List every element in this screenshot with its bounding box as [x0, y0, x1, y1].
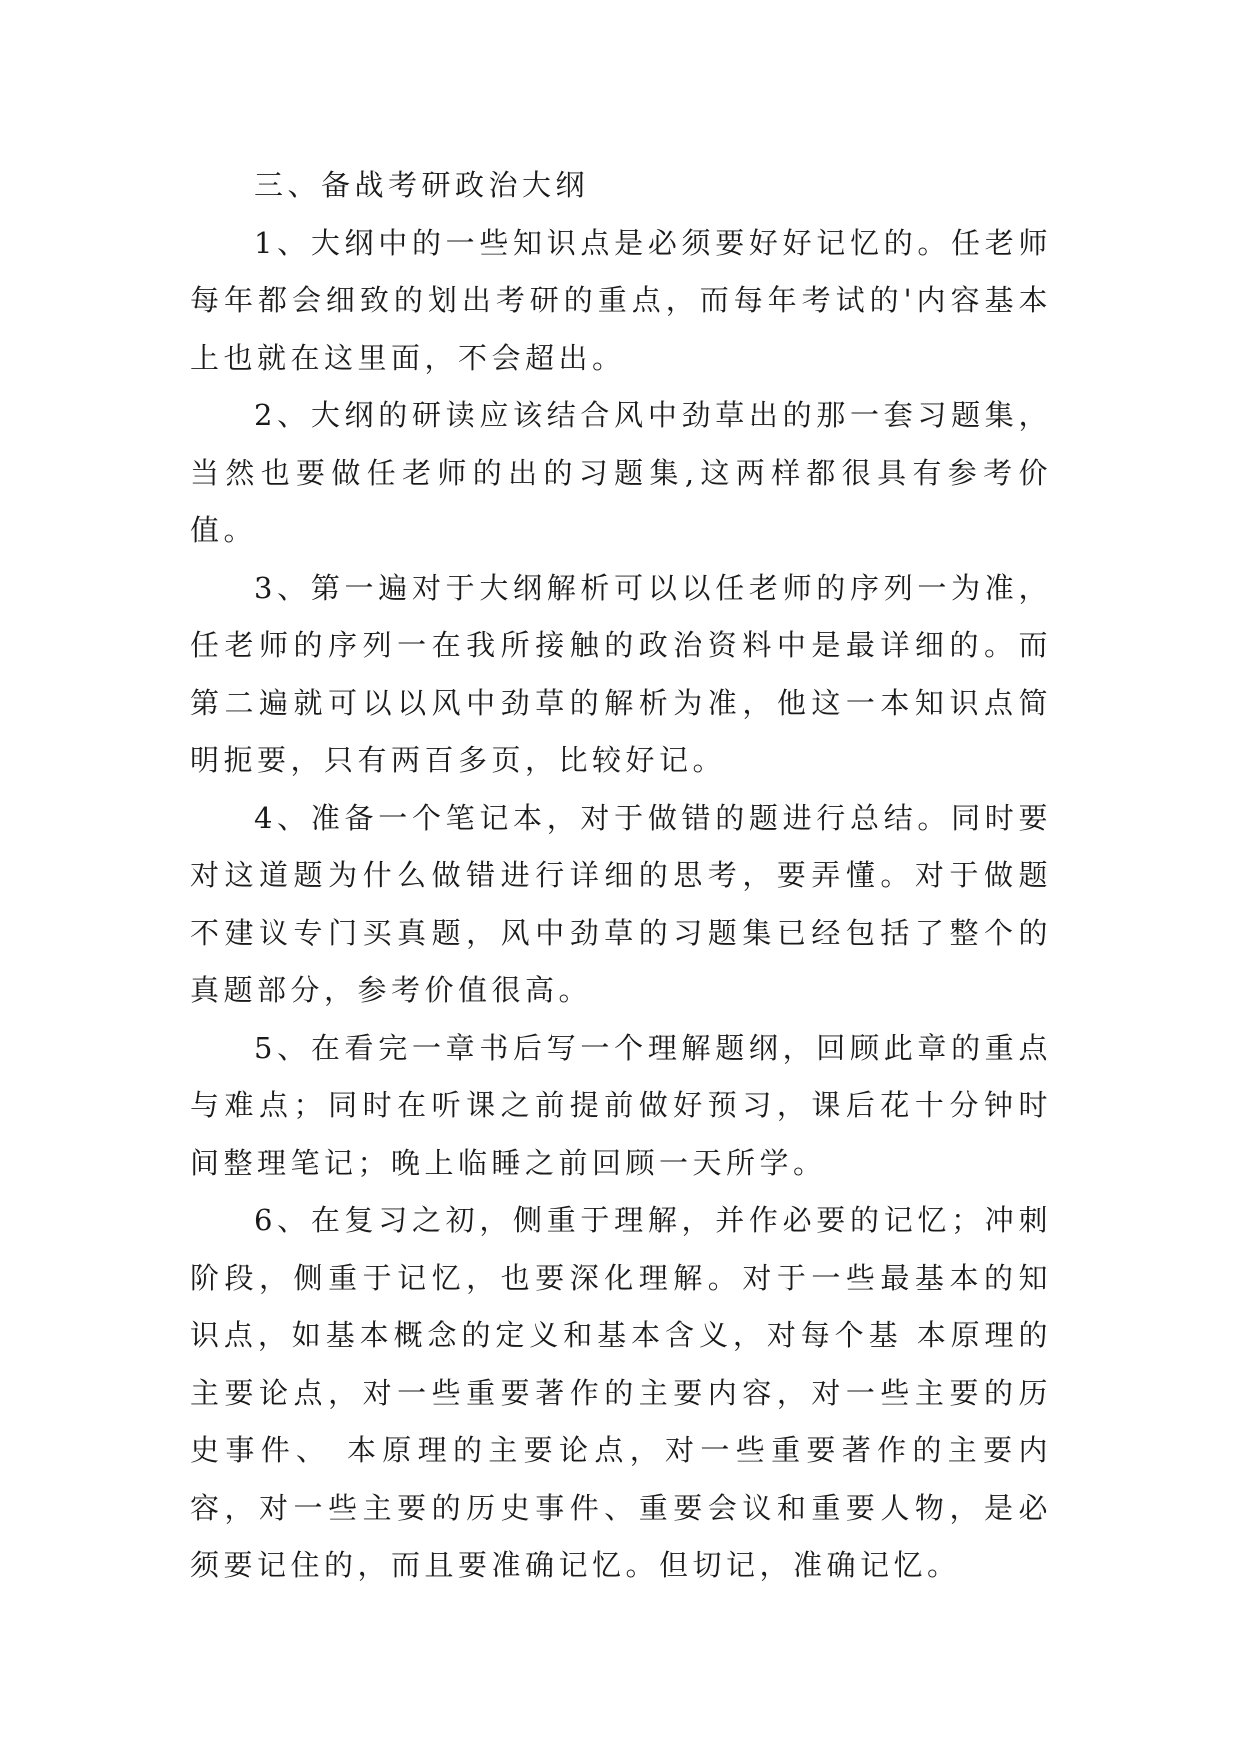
paragraph-2: 2、大纲的研读应该结合风中劲草出的那一套习题集，当然也要做任老师的出的习题集,这两样都很具有参考价值。 [190, 398, 1052, 547]
paragraph-3: 3、第一遍对于大纲解析可以以任老师的序列一为准，任老师的序列一在我所接触的政治资料中是最详细的。而第二遍就可以以风中劲草的解析为准，他这一本知识点简明扼要，只有两百多页，比较好记。 [190, 570, 1052, 777]
paragraph-6: 6、在复习之初，侧重于理解，并作必要的记忆；冲刺阶段，侧重于记忆，也要深化理解。对于一些最基本的知识点，如基本概念的定义和基本含义，对每个基 本原理的主要论点，对一些重要著作的主要内容，对一些主要的历史事件、 本原理的主要论点，对一些重要著作的主要内容，对一些主要的历史事件、重要会议和重要人物，是必须要记住的，而且要准确记忆。但切记，准确记忆。 [190, 1203, 1052, 1582]
section-heading: 三、备战考研政治大纲 [254, 168, 590, 202]
paragraph-4: 4、准备一个笔记本，对于做错的题进行总结。同时要对这道题为什么做错进行详细的思考，要弄懂。对于做题不建议专门买真题，风中劲草的习题集已经包括了整个的真题部分，参考价值很高。 [190, 800, 1052, 1007]
paragraph-1: 1、大纲中的一些知识点是必须要好好记忆的。任老师每年都会细致的划出考研的重点，而每年考试的'内容基本上也就在这里面，不会超出。 [190, 225, 1052, 375]
paragraph-5: 5、在看完一章书后写一个理解题纲，回顾此章的重点与难点；同时在听课之前提前做好预习，课后花十分钟时间整理笔记；晚上临睡之前回顾一天所学。 [190, 1030, 1052, 1180]
document-body [190, 157, 1052, 1595]
